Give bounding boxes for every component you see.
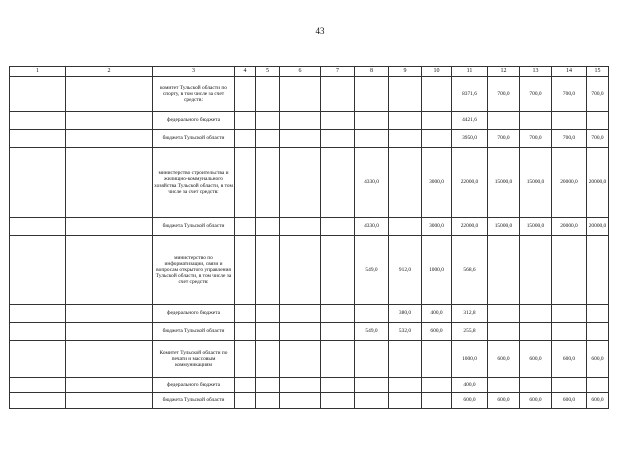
- value-cell-col-12: 600,0: [488, 393, 520, 409]
- value-cell-col-9: [389, 378, 422, 393]
- header-cell: 2: [66, 67, 153, 77]
- value-cell-col-14: 20000,0: [552, 218, 587, 236]
- empty-cell: [321, 323, 355, 341]
- empty-cell: [10, 77, 66, 112]
- value-cell-col-14: 700,0: [552, 130, 587, 148]
- value-cell-col-12: 700,0: [488, 77, 520, 112]
- header-cell: 14: [552, 67, 587, 77]
- value-cell-col-11: 1000,0: [452, 341, 488, 378]
- header-cell: 5: [256, 67, 280, 77]
- value-cell-col-8: [355, 112, 389, 130]
- empty-cell: [10, 393, 66, 409]
- header-cell: 15: [587, 67, 609, 77]
- value-cell-col-9: 532,0: [389, 323, 422, 341]
- empty-cell: [235, 341, 256, 378]
- empty-cell: [256, 130, 280, 148]
- value-cell-col-8: [355, 77, 389, 112]
- empty-cell: [321, 218, 355, 236]
- value-cell-col-10: 600,0: [422, 323, 452, 341]
- table-row: [10, 77, 609, 112]
- value-cell-col-12: 15000,0: [488, 218, 520, 236]
- value-cell-col-12: [488, 112, 520, 130]
- empty-cell: [321, 341, 355, 378]
- row-description: бюджета Тульской области: [153, 323, 235, 341]
- value-cell-col-14: [552, 323, 587, 341]
- value-cell-col-14: [552, 378, 587, 393]
- header-cell: 12: [488, 67, 520, 77]
- page-number: 43: [315, 26, 325, 36]
- empty-cell: [280, 112, 321, 130]
- value-cell-col-11: 22000,0: [452, 148, 488, 218]
- empty-cell: [321, 305, 355, 323]
- table-row: [10, 323, 609, 341]
- empty-cell: [280, 323, 321, 341]
- empty-cell: [235, 305, 256, 323]
- header-cell: 7: [321, 67, 355, 77]
- row-description: бюджета Тульской области: [153, 130, 235, 148]
- value-cell-col-14: [552, 112, 587, 130]
- empty-cell: [66, 112, 153, 130]
- value-cell-col-12: [488, 236, 520, 305]
- value-cell-col-10: [422, 112, 452, 130]
- value-cell-col-8: 4330,0: [355, 218, 389, 236]
- value-cell-col-13: 600,0: [520, 393, 552, 409]
- empty-cell: [10, 148, 66, 218]
- value-cell-col-10: 3000,0: [422, 148, 452, 218]
- empty-cell: [235, 236, 256, 305]
- value-cell-col-13: 700,0: [520, 77, 552, 112]
- value-cell-col-11: 8371,6: [452, 77, 488, 112]
- empty-cell: [10, 112, 66, 130]
- header-cell: 13: [520, 67, 552, 77]
- table-row: [10, 378, 609, 393]
- table-row: [10, 148, 609, 218]
- value-cell-col-11: 22000,0: [452, 218, 488, 236]
- row-description: Комитет Тульской области по печати и массовым коммуникациям: [153, 341, 235, 378]
- value-cell-col-14: 700,0: [552, 77, 587, 112]
- empty-cell: [280, 236, 321, 305]
- empty-cell: [66, 236, 153, 305]
- header-row: [10, 67, 609, 77]
- value-cell-col-13: [520, 305, 552, 323]
- value-cell-col-11: 4421,6: [452, 112, 488, 130]
- empty-cell: [280, 378, 321, 393]
- empty-cell: [256, 148, 280, 218]
- value-cell-col-11: 568,6: [452, 236, 488, 305]
- value-cell-col-8: 549,0: [355, 323, 389, 341]
- empty-cell: [256, 236, 280, 305]
- empty-cell: [256, 112, 280, 130]
- value-cell-col-12: [488, 305, 520, 323]
- value-cell-col-15: 20000,0: [587, 148, 609, 218]
- row-description: комитет Тульской области по спорту, в том числе за счет средств:: [153, 77, 235, 112]
- empty-cell: [66, 378, 153, 393]
- row-description: бюджета Тульской области: [153, 218, 235, 236]
- value-cell-col-12: 15000,0: [488, 148, 520, 218]
- value-cell-col-11: 255,8: [452, 323, 488, 341]
- empty-cell: [10, 378, 66, 393]
- table-row: [10, 112, 609, 130]
- value-cell-col-9: [389, 393, 422, 409]
- table-row: [10, 236, 609, 305]
- value-cell-col-9: [389, 130, 422, 148]
- value-cell-col-10: 3000,0: [422, 218, 452, 236]
- value-cell-col-10: [422, 378, 452, 393]
- header-cell: 8: [355, 67, 389, 77]
- empty-cell: [280, 341, 321, 378]
- header-cell: 4: [235, 67, 256, 77]
- table-row: [10, 218, 609, 236]
- table-row: [10, 130, 609, 148]
- value-cell-col-9: [389, 148, 422, 218]
- empty-cell: [66, 341, 153, 378]
- row-description: федерального бюджета: [153, 112, 235, 130]
- budget-table: [9, 66, 609, 409]
- empty-cell: [235, 323, 256, 341]
- empty-cell: [256, 218, 280, 236]
- empty-cell: [235, 112, 256, 130]
- empty-cell: [10, 323, 66, 341]
- header-cell: 11: [452, 67, 488, 77]
- empty-cell: [66, 218, 153, 236]
- value-cell-col-11: 400,0: [452, 378, 488, 393]
- row-description: министерство по информатизации, связи и вопросам открытого управления Тульской области, в том числе за счет средств:: [153, 236, 235, 305]
- empty-cell: [10, 130, 66, 148]
- empty-cell: [235, 218, 256, 236]
- empty-cell: [280, 393, 321, 409]
- empty-cell: [321, 112, 355, 130]
- empty-cell: [235, 148, 256, 218]
- header-cell: 6: [280, 67, 321, 77]
- value-cell-col-14: 20000,0: [552, 148, 587, 218]
- empty-cell: [321, 378, 355, 393]
- value-cell-col-12: 600,0: [488, 341, 520, 378]
- value-cell-col-15: 700,0: [587, 130, 609, 148]
- row-description: министерство строительства и жилищно-коммунального хозяйства Тульской области, в том числе за счет средств:: [153, 148, 235, 218]
- row-description: федерального бюджета: [153, 305, 235, 323]
- empty-cell: [256, 378, 280, 393]
- header-cell: 9: [389, 67, 422, 77]
- value-cell-col-15: [587, 236, 609, 305]
- value-cell-col-13: [520, 323, 552, 341]
- value-cell-col-9: [389, 77, 422, 112]
- value-cell-col-8: [355, 305, 389, 323]
- empty-cell: [280, 77, 321, 112]
- value-cell-col-10: [422, 341, 452, 378]
- value-cell-col-13: 15000,0: [520, 148, 552, 218]
- value-cell-col-8: 4330,0: [355, 148, 389, 218]
- value-cell-col-15: [587, 305, 609, 323]
- empty-cell: [10, 341, 66, 378]
- empty-cell: [321, 130, 355, 148]
- table-row: [10, 341, 609, 378]
- value-cell-col-13: 700,0: [520, 130, 552, 148]
- value-cell-col-8: [355, 393, 389, 409]
- value-cell-col-11: 3950,0: [452, 130, 488, 148]
- value-cell-col-11: 600,0: [452, 393, 488, 409]
- value-cell-col-15: 20000,0: [587, 218, 609, 236]
- row-description: бюджета Тульской области: [153, 393, 235, 409]
- empty-cell: [66, 323, 153, 341]
- value-cell-col-12: 700,0: [488, 130, 520, 148]
- empty-cell: [10, 218, 66, 236]
- value-cell-col-9: 380,0: [389, 305, 422, 323]
- value-cell-col-10: [422, 130, 452, 148]
- value-cell-col-12: [488, 378, 520, 393]
- value-cell-col-9: [389, 218, 422, 236]
- value-cell-col-15: 600,0: [587, 341, 609, 378]
- value-cell-col-10: [422, 77, 452, 112]
- value-cell-col-12: [488, 323, 520, 341]
- empty-cell: [235, 393, 256, 409]
- value-cell-col-9: [389, 112, 422, 130]
- empty-cell: [235, 77, 256, 112]
- empty-cell: [66, 77, 153, 112]
- value-cell-col-13: [520, 236, 552, 305]
- empty-cell: [321, 236, 355, 305]
- value-cell-col-10: 400,0: [422, 305, 452, 323]
- value-cell-col-15: [587, 323, 609, 341]
- value-cell-col-13: 600,0: [520, 341, 552, 378]
- table-row: [10, 393, 609, 409]
- header-cell: 1: [10, 67, 66, 77]
- value-cell-col-10: [422, 393, 452, 409]
- empty-cell: [66, 130, 153, 148]
- value-cell-col-14: [552, 236, 587, 305]
- value-cell-col-14: 600,0: [552, 341, 587, 378]
- empty-cell: [66, 148, 153, 218]
- empty-cell: [10, 236, 66, 305]
- empty-cell: [280, 130, 321, 148]
- value-cell-col-15: [587, 112, 609, 130]
- empty-cell: [256, 323, 280, 341]
- empty-cell: [321, 393, 355, 409]
- value-cell-col-13: 15000,0: [520, 218, 552, 236]
- empty-cell: [256, 341, 280, 378]
- empty-cell: [280, 148, 321, 218]
- value-cell-col-13: [520, 112, 552, 130]
- empty-cell: [66, 393, 153, 409]
- empty-cell: [66, 305, 153, 323]
- value-cell-col-10: 1000,0: [422, 236, 452, 305]
- empty-cell: [235, 378, 256, 393]
- header-cell: 10: [422, 67, 452, 77]
- value-cell-col-8: 549,0: [355, 236, 389, 305]
- header-cell: 3: [153, 67, 235, 77]
- empty-cell: [321, 148, 355, 218]
- empty-cell: [280, 305, 321, 323]
- value-cell-col-8: [355, 378, 389, 393]
- value-cell-col-8: [355, 130, 389, 148]
- empty-cell: [280, 218, 321, 236]
- empty-cell: [321, 77, 355, 112]
- row-description: федерального бюджета: [153, 378, 235, 393]
- value-cell-col-9: [389, 341, 422, 378]
- empty-cell: [10, 305, 66, 323]
- value-cell-col-14: [552, 305, 587, 323]
- value-cell-col-11: 312,8: [452, 305, 488, 323]
- value-cell-col-13: [520, 378, 552, 393]
- empty-cell: [256, 393, 280, 409]
- table-row: [10, 305, 609, 323]
- value-cell-col-14: 600,0: [552, 393, 587, 409]
- value-cell-col-15: 700,0: [587, 77, 609, 112]
- empty-cell: [235, 130, 256, 148]
- value-cell-col-8: [355, 341, 389, 378]
- empty-cell: [256, 305, 280, 323]
- value-cell-col-9: 912,0: [389, 236, 422, 305]
- empty-cell: [256, 77, 280, 112]
- value-cell-col-15: [587, 378, 609, 393]
- value-cell-col-15: 600,0: [587, 393, 609, 409]
